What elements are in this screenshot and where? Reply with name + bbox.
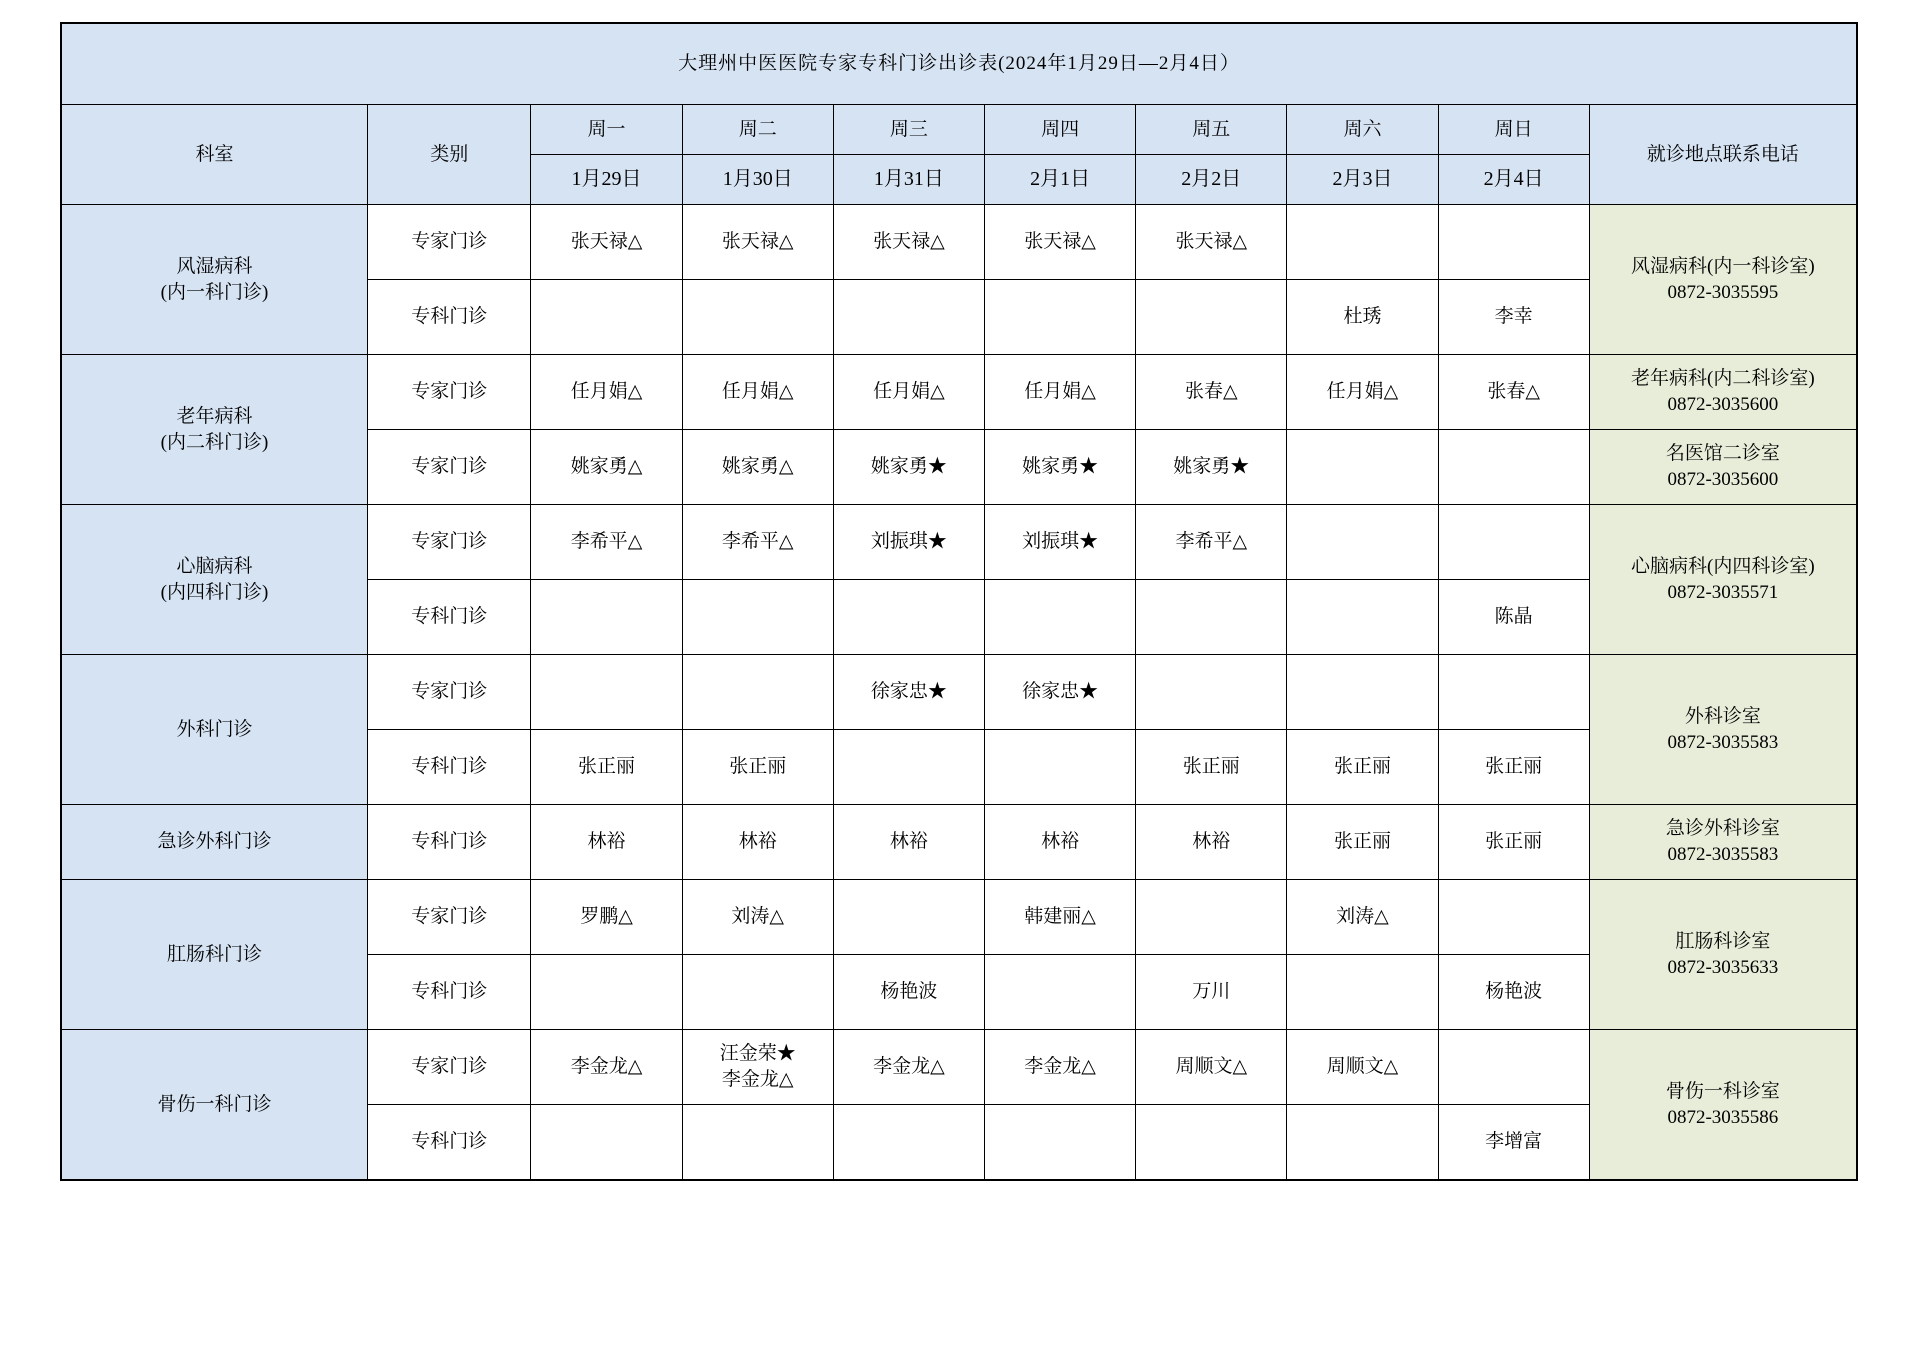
header-day-6: 周日: [1438, 105, 1589, 155]
location-name: 急诊外科诊室: [1665, 818, 1780, 840]
doctor-slot-cell: 姚家勇★: [833, 430, 984, 505]
doctor-slot-cell: [1287, 955, 1438, 1030]
header-day-3: 周四: [985, 105, 1136, 155]
dept-subtitle: (内四科门诊): [160, 581, 269, 603]
doctor-name: 汪金荣★: [719, 1043, 796, 1065]
header-date-4: 2月2日: [1136, 155, 1287, 205]
doctor-slot-cell: [1136, 580, 1287, 655]
doctor-slot-cell: 李希平△: [682, 505, 833, 580]
dept-cell: [61, 655, 367, 805]
dept-cell: [61, 805, 367, 880]
table-row: [61, 655, 1857, 730]
doctor-slot-cell: 张正丽: [1438, 805, 1589, 880]
dept-cell: [61, 1030, 367, 1181]
dept-name: 肛肠科门诊: [166, 943, 262, 965]
clinic-type-cell: 专家门诊: [367, 880, 530, 955]
location-contact-cell: [1589, 355, 1857, 430]
location-contact-cell: [1589, 505, 1857, 655]
doctor-slot-cell: [1438, 205, 1589, 280]
doctor-slot-cell: 任月娟△: [985, 355, 1136, 430]
doctor-slot-cell: 姚家勇△: [531, 430, 682, 505]
location-contact-cell: [1589, 1030, 1857, 1181]
doctor-slot-cell: 李希平△: [1136, 505, 1287, 580]
doctor-slot-cell: 张正丽: [1438, 730, 1589, 805]
dept-name: 急诊外科门诊: [157, 831, 272, 853]
doctor-slot-cell: 张天禄△: [985, 205, 1136, 280]
table-row: [61, 205, 1857, 280]
location-contact-cell: [1589, 205, 1857, 355]
header-dept: 科室: [61, 105, 367, 205]
doctor-slot-cell: 姚家勇△: [682, 430, 833, 505]
doctor-slot-cell: [1438, 505, 1589, 580]
doctor-slot-cell: [1438, 655, 1589, 730]
header-location: 就诊地点联系电话: [1589, 105, 1857, 205]
dept-name: 骨伤一科门诊: [157, 1093, 272, 1115]
doctor-slot-cell: [833, 880, 984, 955]
doctor-slot-cell: [985, 580, 1136, 655]
doctor-slot-cell: 刘涛△: [1287, 880, 1438, 955]
doctor-slot-cell: 杨艳波: [833, 955, 984, 1030]
doctor-slot-cell: 杜琇: [1287, 280, 1438, 355]
doctor-slot-cell: [1287, 1105, 1438, 1181]
clinic-type-cell: 专家门诊: [367, 655, 530, 730]
dept-cell: [61, 880, 367, 1030]
header-date-3: 2月1日: [985, 155, 1136, 205]
location-contact-cell: [1589, 805, 1857, 880]
location-name: 老年病科(内二科诊室): [1631, 368, 1815, 390]
location-phone: 0872-3035600: [1667, 469, 1779, 490]
location-contact-cell: [1589, 430, 1857, 505]
doctor-slot-cell: 周顺文△: [1136, 1030, 1287, 1105]
doctor-slot-cell: [1438, 880, 1589, 955]
doctor-slot-cell: 林裕: [531, 805, 682, 880]
location-phone: 0872-3035595: [1667, 281, 1779, 303]
doctor-slot-cell: 万川: [1136, 955, 1287, 1030]
doctor-slot-cell: 李金龙△: [531, 1030, 682, 1105]
doctor-slot-cell: [1287, 580, 1438, 655]
doctor-slot-cell: 李幸: [1438, 280, 1589, 355]
header-day-2: 周三: [833, 105, 984, 155]
doctor-slot-cell: 林裕: [1136, 805, 1287, 880]
dept-subtitle: (内一科门诊): [160, 281, 269, 303]
header-date-6: 2月4日: [1438, 155, 1589, 205]
clinic-type-cell: 专家门诊: [367, 205, 530, 280]
doctor-slot-cell: [1287, 505, 1438, 580]
dept-cell: [61, 205, 367, 355]
doctor-slot-cell: 任月娟△: [1287, 355, 1438, 430]
location-name: 外科诊室: [1684, 705, 1761, 727]
doctor-slot-cell: 张正丽: [1287, 805, 1438, 880]
header-day-4: 周五: [1136, 105, 1287, 155]
doctor-slot-cell: [833, 580, 984, 655]
doctor-slot-cell: [682, 580, 833, 655]
doctor-slot-cell: [985, 1105, 1136, 1181]
table-row: [61, 805, 1857, 880]
doctor-slot-cell: 韩建丽△: [985, 880, 1136, 955]
schedule-table: [60, 22, 1858, 1181]
doctor-slot-cell: [531, 955, 682, 1030]
doctor-slot-cell: 李金龙△: [833, 1030, 984, 1105]
doctor-slot-cell: [1287, 205, 1438, 280]
header-row-weekday: [61, 105, 1857, 155]
header-day-5: 周六: [1287, 105, 1438, 155]
doctor-slot-cell: [1287, 430, 1438, 505]
title-row: [61, 23, 1857, 105]
doctor-slot-cell: [531, 580, 682, 655]
clinic-type-cell: 专科门诊: [367, 955, 530, 1030]
doctor-slot-cell: [1136, 1105, 1287, 1181]
table-row: [61, 1030, 1857, 1105]
doctor-slot-cell: [1287, 655, 1438, 730]
doctor-slot-cell: 张天禄△: [531, 205, 682, 280]
doctor-slot-cell: 任月娟△: [682, 355, 833, 430]
location-name: 心脑病科(内四科诊室): [1631, 555, 1815, 577]
location-name: 名医馆二诊室: [1665, 443, 1780, 465]
doctor-slot-cell: [531, 280, 682, 355]
header-date-5: 2月3日: [1287, 155, 1438, 205]
doctor-slot-cell: 刘涛△: [682, 880, 833, 955]
doctor-slot-cell: 姚家勇★: [985, 430, 1136, 505]
dept-subtitle: (内二科门诊): [160, 431, 269, 453]
doctor-slot-cell: 李希平△: [531, 505, 682, 580]
location-name: 肛肠科诊室: [1675, 930, 1771, 952]
table-row: [61, 880, 1857, 955]
doctor-slot-cell: 周顺文△: [1287, 1030, 1438, 1105]
doctor-slot-cell: 张正丽: [1287, 730, 1438, 805]
dept-name: 老年病科: [176, 405, 253, 427]
clinic-type-cell: 专科门诊: [367, 580, 530, 655]
header-day-0: 周一: [531, 105, 682, 155]
doctor-slot-cell: 李金龙△: [985, 1030, 1136, 1105]
doctor-slot-cell: 陈晶: [1438, 580, 1589, 655]
page-title: 大理州中医医院专家专科门诊出诊表(2024年1月29日—2月4日）: [61, 23, 1857, 105]
doctor-slot-cell: 张天禄△: [682, 205, 833, 280]
location-phone: 0872-3035633: [1667, 956, 1779, 978]
location-phone: 0872-3035583: [1667, 731, 1779, 753]
table-row: [61, 505, 1857, 580]
header-type: 类别: [367, 105, 530, 205]
doctor-slot-cell: [985, 955, 1136, 1030]
doctor-slot-cell: [1438, 1030, 1589, 1105]
doctor-slot-cell: 李增富: [1438, 1105, 1589, 1181]
doctor-slot-cell: 林裕: [985, 805, 1136, 880]
doctor-slot-cell: [682, 955, 833, 1030]
doctor-slot-cell: 张正丽: [682, 730, 833, 805]
doctor-slot-cell: [531, 1105, 682, 1181]
location-contact-cell: [1589, 655, 1857, 805]
dept-cell: [61, 505, 367, 655]
clinic-type-cell: 专科门诊: [367, 805, 530, 880]
dept-name: 外科门诊: [176, 718, 253, 740]
location-phone: 0872-3035586: [1667, 1106, 1779, 1128]
doctor-slot-cell: 张春△: [1136, 355, 1287, 430]
location-phone: 0872-3035600: [1667, 394, 1779, 415]
doctor-slot-cell: [682, 1030, 833, 1105]
header-date-0: 1月29日: [531, 155, 682, 205]
table-row: [61, 355, 1857, 430]
doctor-slot-cell: 杨艳波: [1438, 955, 1589, 1030]
doctor-slot-cell: 徐家忠★: [985, 655, 1136, 730]
doctor-slot-cell: 任月娟△: [531, 355, 682, 430]
doctor-slot-cell: [1136, 880, 1287, 955]
doctor-slot-cell: [682, 655, 833, 730]
doctor-slot-cell: [531, 655, 682, 730]
doctor-slot-cell: 罗鹏△: [531, 880, 682, 955]
doctor-slot-cell: [833, 730, 984, 805]
doctor-slot-cell: 张正丽: [1136, 730, 1287, 805]
doctor-slot-cell: [1438, 430, 1589, 505]
clinic-type-cell: 专家门诊: [367, 430, 530, 505]
doctor-slot-cell: 姚家勇★: [1136, 430, 1287, 505]
location-name: 骨伤一科诊室: [1665, 1080, 1780, 1102]
doctor-slot-cell: [833, 1105, 984, 1181]
dept-name: 心脑病科: [176, 555, 253, 577]
location-phone: 0872-3035571: [1667, 581, 1779, 603]
doctor-slot-cell: [985, 280, 1136, 355]
doctor-slot-cell: 徐家忠★: [833, 655, 984, 730]
doctor-slot-cell: 刘振琪★: [833, 505, 984, 580]
doctor-slot-cell: [682, 280, 833, 355]
doctor-slot-cell: 任月娟△: [833, 355, 984, 430]
clinic-type-cell: 专科门诊: [367, 730, 530, 805]
header-date-1: 1月30日: [682, 155, 833, 205]
dept-cell: [61, 355, 367, 505]
clinic-type-cell: 专家门诊: [367, 1030, 530, 1105]
location-name: 风湿病科(内一科诊室): [1631, 255, 1815, 277]
doctor-slot-cell: 刘振琪★: [985, 505, 1136, 580]
doctor-slot-cell: [682, 1105, 833, 1181]
doctor-name: 李金龙△: [721, 1069, 794, 1090]
doctor-slot-cell: 林裕: [682, 805, 833, 880]
doctor-slot-cell: 张正丽: [531, 730, 682, 805]
doctor-slot-cell: [985, 730, 1136, 805]
doctor-slot-cell: 张天禄△: [833, 205, 984, 280]
dept-name: 风湿病科: [176, 255, 253, 277]
clinic-type-cell: 专家门诊: [367, 355, 530, 430]
header-day-1: 周二: [682, 105, 833, 155]
doctor-slot-cell: 林裕: [833, 805, 984, 880]
clinic-type-cell: 专科门诊: [367, 1105, 530, 1181]
doctor-slot-cell: 张天禄△: [1136, 205, 1287, 280]
doctor-slot-cell: [1136, 655, 1287, 730]
clinic-type-cell: 专科门诊: [367, 280, 530, 355]
header-date-2: 1月31日: [833, 155, 984, 205]
doctor-slot-cell: [833, 280, 984, 355]
doctor-slot-cell: 张春△: [1438, 355, 1589, 430]
doctor-slot-cell: [1136, 280, 1287, 355]
clinic-type-cell: 专家门诊: [367, 505, 530, 580]
location-phone: 0872-3035583: [1667, 844, 1779, 865]
location-contact-cell: [1589, 880, 1857, 1030]
